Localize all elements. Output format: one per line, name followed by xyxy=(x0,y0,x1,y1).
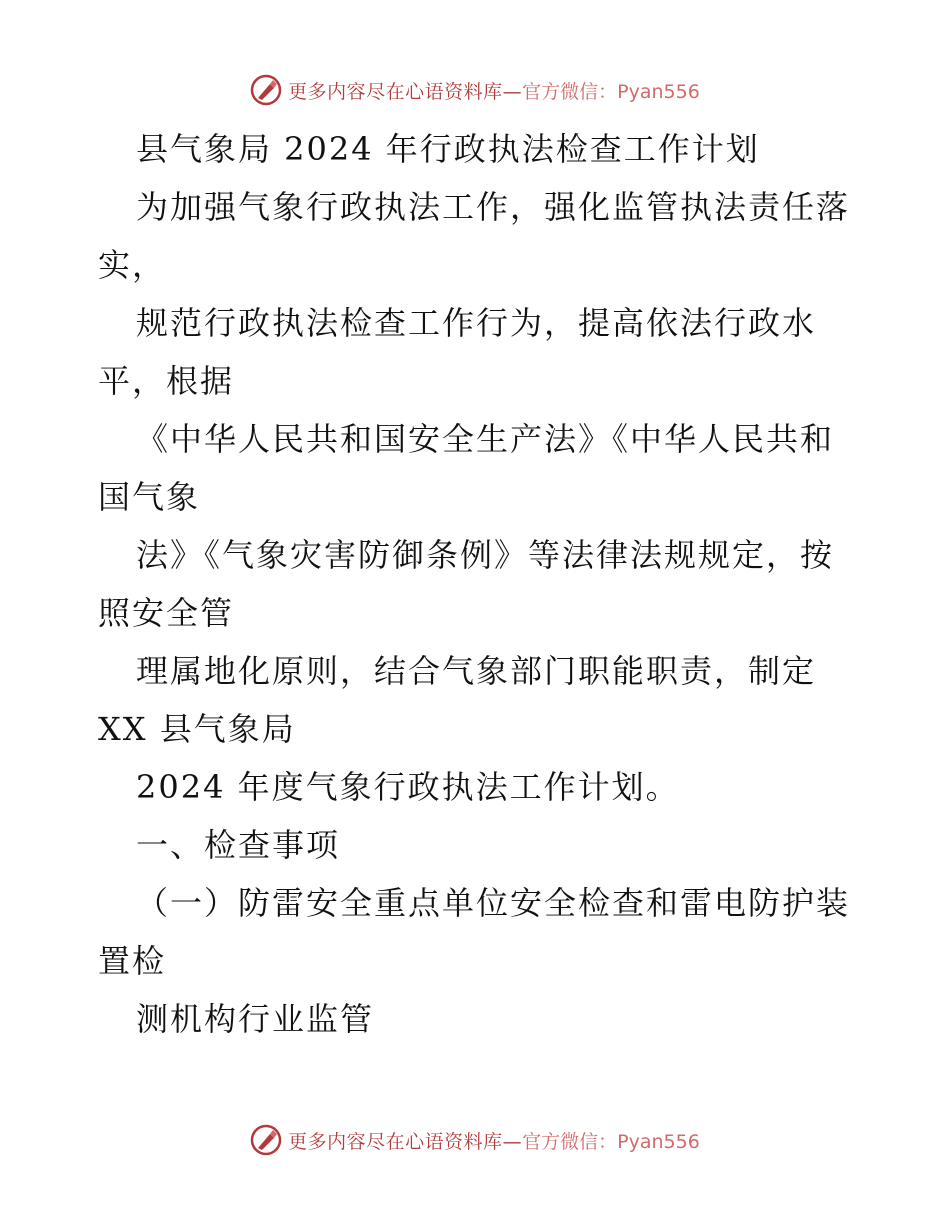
banner-contact: 官方微信：Pyan556 xyxy=(522,1130,700,1153)
doc-line: 为加强气象行政执法工作，强化监管执法责任落 xyxy=(136,188,851,226)
doc-line: 测机构行业监管 xyxy=(136,1000,375,1038)
doc-line: 2024 年度气象行政执法工作计划。 xyxy=(136,768,680,806)
footer-banner xyxy=(0,1120,950,1160)
document-body xyxy=(98,120,858,1048)
banner-contact: 官方微信：Pyan556 xyxy=(522,80,700,103)
header-banner xyxy=(0,70,950,110)
doc-line: XX 县气象局 xyxy=(98,710,296,748)
doc-line: 实， xyxy=(98,246,167,284)
banner-text: 更多内容尽在心语资料库— xyxy=(288,80,523,103)
doc-line: 平，根据 xyxy=(98,362,235,400)
pen-logo-icon xyxy=(250,74,282,106)
doc-line: 置检 xyxy=(98,942,167,980)
doc-line: 《中华人民共和国安全生产法》《中华人民共和 xyxy=(136,420,835,458)
doc-line: 一、检查事项 xyxy=(136,826,341,864)
banner-text: 更多内容尽在心语资料库— xyxy=(288,1130,523,1153)
doc-line: （一）防雷安全重点单位安全检查和雷电防护装 xyxy=(136,884,851,922)
doc-line: 照安全管 xyxy=(98,594,235,632)
doc-line: 规范行政执法检查工作行为，提高依法行政水 xyxy=(136,304,817,342)
doc-line: 法》《气象灾害防御条例》等法律法规规定，按 xyxy=(136,536,835,574)
doc-line: 理属地化原则，结合气象部门职能职责，制定 xyxy=(136,652,817,690)
doc-line: 国气象 xyxy=(98,478,201,516)
doc-line: 县气象局 2024 年行政执法检查工作计划 xyxy=(136,130,760,168)
pen-logo-icon xyxy=(250,1124,282,1156)
